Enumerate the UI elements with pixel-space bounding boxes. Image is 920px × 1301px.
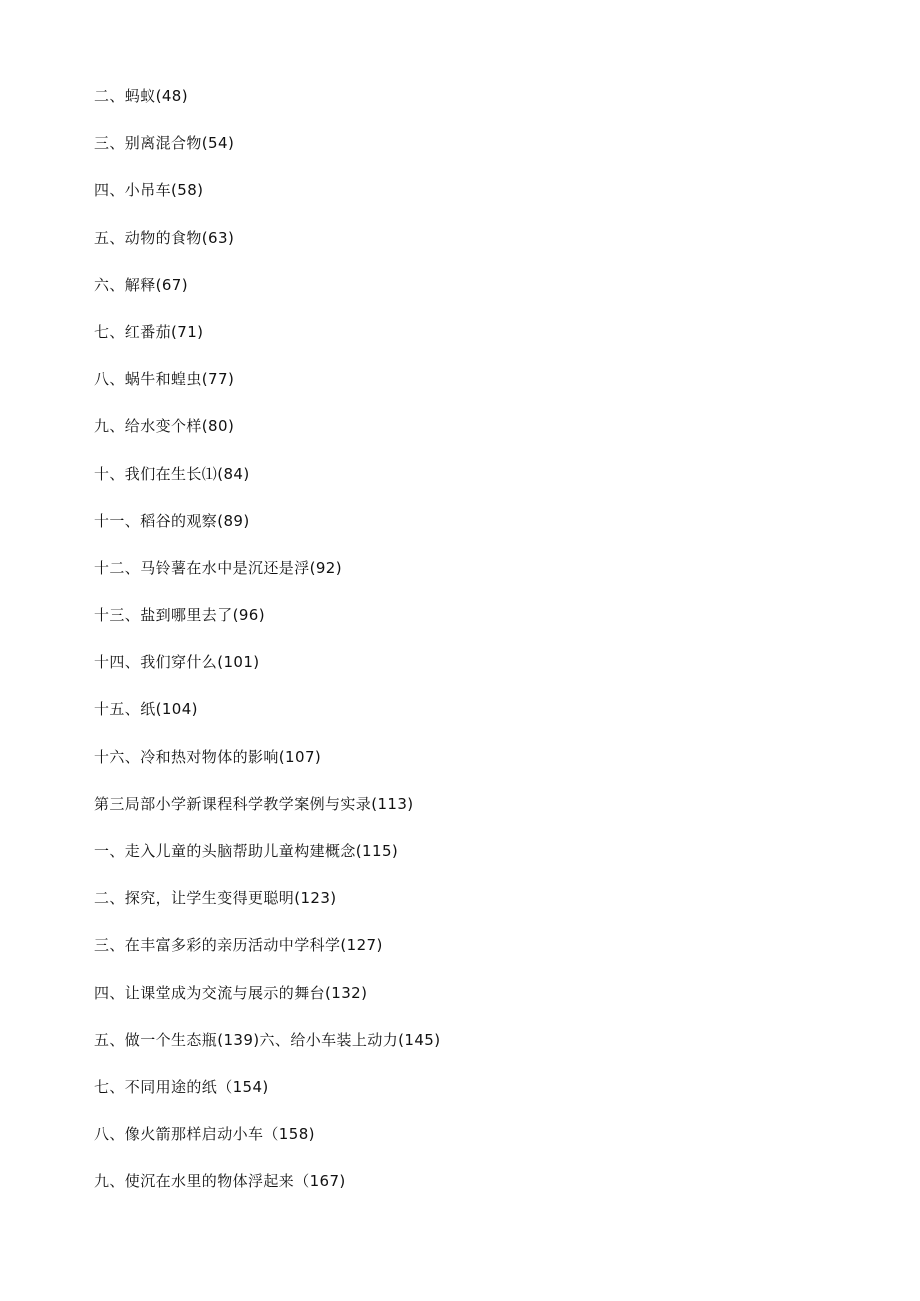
toc-entry: 九、使沉在水里的物体浮起来（167) <box>94 1172 346 1191</box>
toc-entry: 五、做一个生态瓶(139)六、给小车装上动力(145) <box>94 1030 441 1049</box>
toc-entry: 二、探究，让学生变得更聪明(123) <box>94 889 337 908</box>
toc-entry: 八、像火箭那样启动小车（158) <box>94 1125 315 1144</box>
toc-entry: 十六、冷和热对物体的影响(107) <box>94 747 322 766</box>
toc-entry: 一、走入儿童的头脑帮助儿童构建概念(115) <box>94 842 399 860</box>
toc-entry: 十五、纸(104) <box>94 700 198 719</box>
toc-entry: 十三、盐到哪里去了(96) <box>94 606 265 625</box>
toc-entry: 二、蚂蚁(48) <box>94 87 188 105</box>
toc-entry: 七、不同用途的纸（154) <box>94 1077 269 1096</box>
table-of-contents <box>94 84 440 1217</box>
toc-entry: 十、我们在生长⑴(84) <box>94 464 250 483</box>
toc-entry: 六、解释(67) <box>94 275 188 294</box>
toc-entry: 五、动物的食物(63) <box>94 228 235 247</box>
toc-section-heading: 第三局部小学新课程科学教学案例与实录(113) <box>94 794 414 813</box>
toc-entry: 七、红番茄(71) <box>94 322 204 341</box>
toc-entry: 十四、我们穿什么(101) <box>94 653 260 672</box>
toc-entry: 三、在丰富多彩的亲历活动中学科学(127) <box>94 936 383 955</box>
toc-entry: 四、让课堂成为交流与展示的舞台(132) <box>94 983 368 1002</box>
toc-entry: 四、小吊车(58) <box>94 181 204 200</box>
toc-entry: 十二、马铃薯在水中是沉还是浮(92) <box>94 558 342 577</box>
toc-entry: 九、给水变个样(80) <box>94 417 235 436</box>
toc-entry: 十一、稻谷的观察(89) <box>94 511 250 530</box>
toc-entry: 八、蜗牛和蝗虫(77) <box>94 370 235 389</box>
toc-entry: 三、别离混合物(54) <box>94 134 235 153</box>
